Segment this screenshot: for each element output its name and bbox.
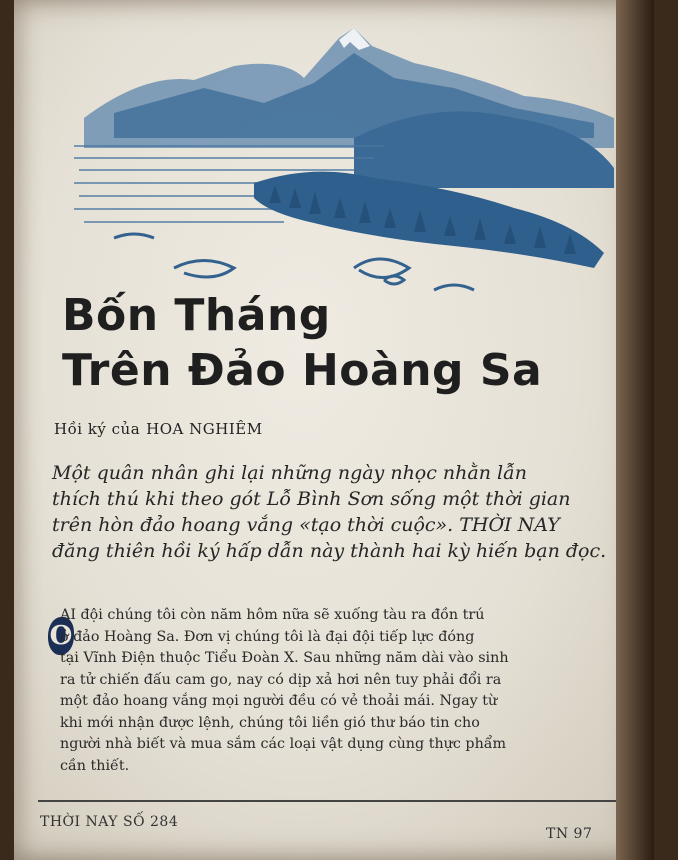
- dropcap-letter: O: [48, 617, 74, 655]
- body-line: người nhà biết và mua sắm các loại vật dụng cùng thực phẩm: [60, 736, 507, 752]
- byline: [54, 420, 263, 438]
- body-line: khi mới nhận được lệnh, chúng tôi liền gió thư báo tin cho: [60, 714, 480, 731]
- intro-line: đăng thiên hồi ký hấp dẫn này thành hai kỳ hiến bạn đọc.: [52, 540, 607, 562]
- body-line: ẠI đội chúng tôi còn năm hôm nữa sẽ xuống tàu ra đồn trú: [60, 607, 485, 623]
- article-intro: [52, 460, 617, 564]
- body-line: một đảo hoang vắng mọi người đều có vẻ thoải mái. Ngay từ: [60, 693, 498, 709]
- body-line: ở đảo Hoàng Sa. Đơn vị chúng tôi là đại đội tiếp lực đóng: [60, 628, 475, 645]
- body-line: tại Vĩnh Điện thuộc Tiểu Đoàn X. Sau những năm dài vào sinh: [60, 650, 509, 666]
- magazine-issue: THỜI NAY SỐ 284: [40, 814, 179, 830]
- magazine-page: [14, 0, 654, 860]
- article-body: [60, 605, 620, 777]
- intro-line: thích thú khi theo gót Lỗ Bình Sơn sống một thời gian: [52, 488, 571, 510]
- article-title-line-2: Trên Đảo Hoàng Sa: [62, 345, 543, 396]
- lake-mountain-illustration: [54, 18, 624, 308]
- intro-line: Một quân nhân ghi lại những ngày nhọc nhằn lẫn: [52, 462, 527, 484]
- body-line: ra tử chiến đấu cam go, nay có dịp xả hơi nên tuy phải đổi ra: [60, 671, 502, 688]
- byline-prefix: Hồi ký của: [54, 420, 141, 438]
- footer-divider: [38, 800, 628, 802]
- byline-author: HOA NGHIÊM: [146, 420, 263, 438]
- body-line: cần thiết.: [60, 757, 130, 774]
- intro-line: trên hòn đảo hoang vắng «tạo thời cuộc». THỜI NAY: [52, 514, 560, 536]
- book-spine-shadow: [616, 0, 654, 860]
- page-number: TN 97: [546, 826, 593, 842]
- article-title-line-1: Bốn Tháng: [62, 290, 331, 341]
